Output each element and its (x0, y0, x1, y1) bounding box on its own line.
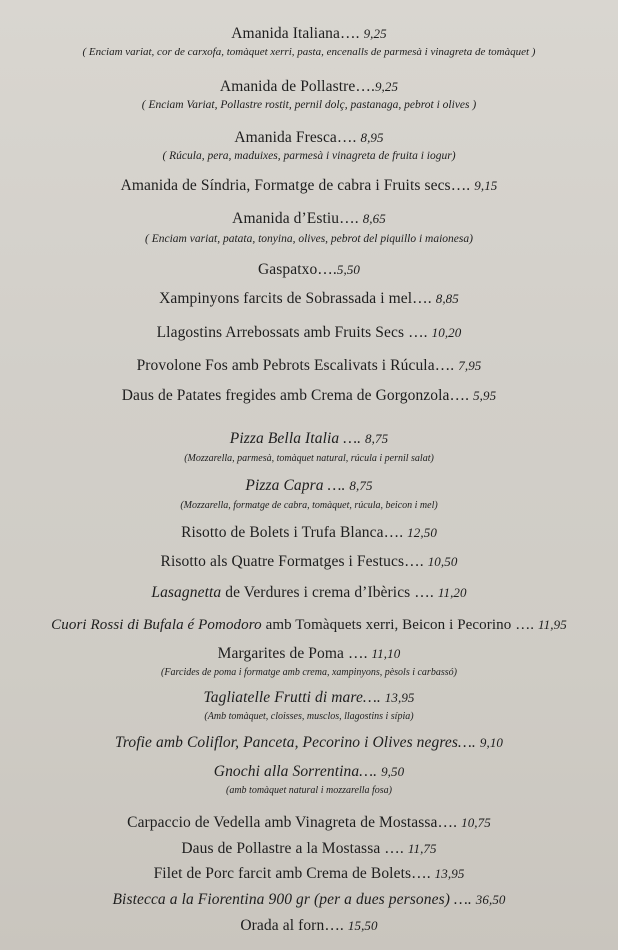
menu-item-price: 10,75 (461, 815, 491, 830)
menu-item-price: 9,50 (381, 764, 405, 779)
menu-item-description: ( Enciam variat, cor de carxofa, tomàquet xerri, pasta, encenalls de parmesà i vinagreta de tomàquet ) (82, 46, 536, 58)
menu-item-price: 8,75 (365, 431, 389, 446)
menu-item-name: Amanida de Pollastre….9,25 (219, 78, 399, 95)
menu-item-name: Amanida de Síndria, Formatge de cabra i Fruits secs…. 9,15 (120, 177, 498, 194)
menu-item-description: ( Enciam variat, patata, tonyina, olives, pebrot del piquillo i maionesa) (145, 233, 473, 245)
menu-item-price: 10,50 (427, 554, 458, 569)
menu-item-price: 9,25 (363, 26, 387, 41)
menu-item-price: 8,85 (435, 291, 459, 306)
menu-item-price: 11,10 (371, 646, 401, 661)
menu-item-name: Llagostins Arrebossats amb Fruits Secs …. 10,20 (156, 324, 462, 341)
menu-item-name: Carpaccio de Vedella amb Vinagreta de Mostassa…. 10,75 (127, 814, 491, 831)
menu-item-name: Risotto als Quatre Formatges i Festucs…. 10,50 (160, 553, 458, 570)
menu-item-price: 12,50 (407, 525, 437, 540)
menu-item-name: Daus de Pollastre a la Mostassa …. 11,75 (181, 840, 437, 857)
menu-item-price: 8,95 (360, 130, 384, 145)
menu-item-price: 10,20 (431, 325, 462, 340)
menu-item-name: Pizza Bella Italia …. 8,75 (229, 430, 389, 447)
menu-item-name: Amanida d’Estiu…. 8,65 (232, 210, 386, 227)
menu-item-price: 9,15 (474, 178, 498, 193)
menu-item-description: ( Rúcula, pera, maduixes, parmesà i vinagreta de fruita i iogur) (162, 150, 456, 162)
menu-item-description: (amb tomàquet natural i mozzarella fosa) (225, 785, 392, 796)
menu-item-name: Gaspatxo….5,50 (257, 261, 361, 278)
menu-item-name: Xampinyons farcits de Sobrassada i mel…. 8,85 (159, 290, 459, 307)
menu-item-price: 9,25 (374, 79, 399, 94)
menu-item-name: Trofie amb Coliflor, Panceta, Pecorino i Olives negres…. 9,10 (114, 734, 504, 751)
menu-item-price: 8,65 (362, 211, 386, 226)
menu-item-price: 11,75 (407, 841, 437, 856)
menu-item-name: Orada al forn…. 15,50 (240, 917, 378, 934)
menu-item-name: Cuori Rossi di Bufala é Pomodoro amb Tomàquets xerri, Beicon i Pecorino …. 11,95 (51, 617, 567, 633)
menu-item-name: Margarites de Poma …. 11,10 (217, 645, 401, 662)
menu-item-name: Daus de Patates fregides amb Crema de Gorgonzola…. 5,95 (121, 387, 497, 404)
menu-item-name: Lasagnetta de Verdures i crema d’Ibèrics …. 11,20 (151, 584, 467, 601)
menu-item-description: (Mozzarella, parmesà, tomàquet natural, rúcula i pernil salat) (184, 453, 434, 464)
menu-item-price: 5,95 (473, 388, 497, 403)
menu-item-price: 15,50 (347, 918, 378, 933)
menu-item-description: (Mozzarella, formatge de cabra, tomàquet, rúcula, beicon i mel) (180, 500, 438, 511)
menu-item-name: Gnochi alla Sorrentina…. 9,50 (213, 763, 405, 780)
menu-item-name: Tagliatelle Frutti di mare…. 13,95 (203, 689, 415, 706)
menu-item-price: 8,75 (349, 478, 373, 493)
menu-item-price: 11,95 (538, 617, 567, 632)
menu-item-description: ( Enciam Variat, Pollastre rostit, pernil dolç, pastanaga, pebrot i olives ) (141, 99, 477, 111)
menu-item-name: Amanida Italiana…. 9,25 (231, 25, 387, 42)
menu-item-name: Filet de Porc farcit amb Crema de Bolets…. 13,95 (153, 865, 465, 882)
menu-item-name: Amanida Fresca…. 8,95 (234, 129, 384, 146)
menu-item-price: 9,10 (479, 735, 504, 750)
menu-item-price: 36,50 (475, 892, 506, 907)
menu-item-price: 13,95 (384, 690, 415, 705)
menu-item-name: Provolone Fos amb Pebrots Escalivats i Rúcula…. 7,95 (136, 357, 482, 374)
menu-item-name: Bistecca a la Fiorentina 900 gr (per a dues persones) …. 36,50 (112, 891, 506, 908)
menu-item-price: 5,50 (336, 262, 361, 277)
menu-item-description: (Farcides de poma i formatge amb crema, xampinyons, pèsols i carbassó) (161, 667, 457, 678)
menu-item-price: 13,95 (434, 866, 465, 881)
menu-item-description: (Amb tomàquet, cloisses, musclos, llagostins i sípia) (204, 711, 414, 722)
menu-item-price: 7,95 (458, 358, 482, 373)
menu-item-price: 11,20 (437, 585, 467, 600)
menu-item-name: Pizza Capra …. 8,75 (245, 477, 373, 494)
menu-item-name: Risotto de Bolets i Trufa Blanca…. 12,50 (181, 524, 437, 541)
